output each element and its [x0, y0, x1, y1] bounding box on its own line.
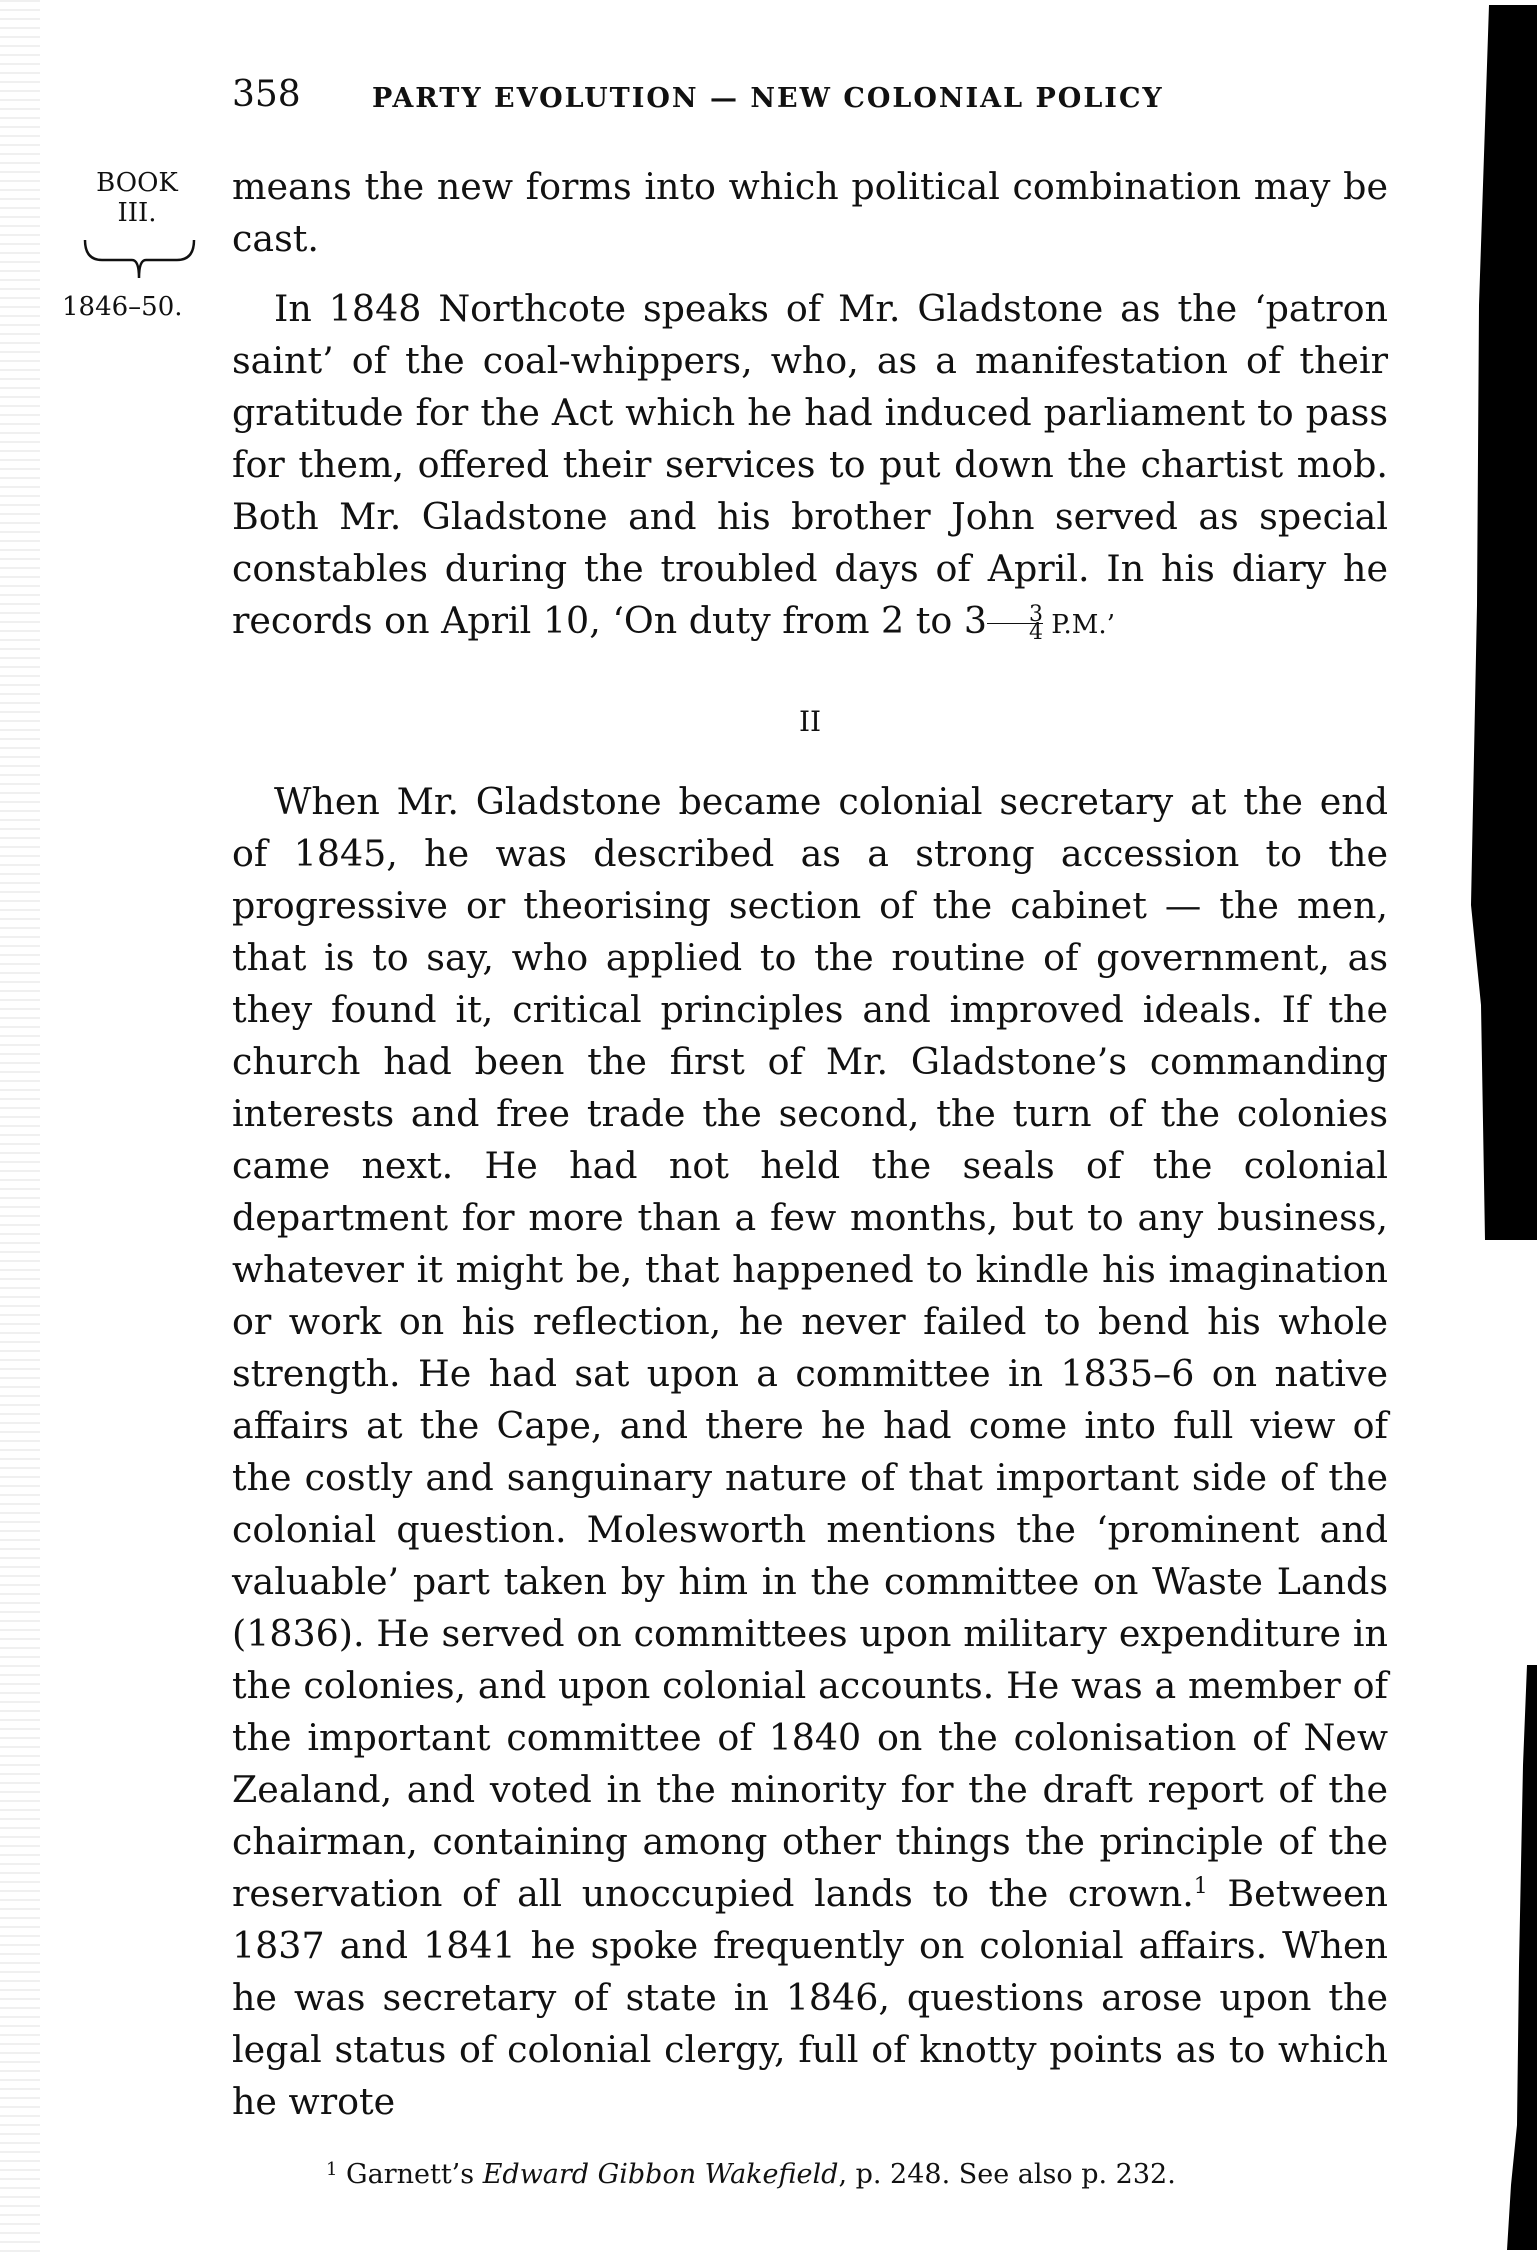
margin-note-book — [62, 168, 212, 228]
page-edge-shadow-top — [1467, 5, 1537, 1240]
fraction-numerator: 3 — [1029, 602, 1044, 627]
book-number: III. — [117, 198, 157, 228]
running-header — [232, 74, 1392, 114]
paragraph-text-end: P.M.’ — [1043, 610, 1115, 640]
running-title: PARTY EVOLUTION — NEW COLONIAL POLICY — [372, 83, 1164, 114]
paragraph-continued: means the new forms into which political combination may be cast. — [232, 165, 1388, 260]
scan-margin-speckle — [0, 0, 40, 2254]
margin-note-dates: 1846–50. — [62, 292, 183, 322]
paragraph-text-end: Between 1837 and 1841 he spoke frequently on colonial affairs. When he was secretary of state in 1846, questions arose upon the legal status of colonial clergy, full of knotty points as to which he wrote — [232, 1872, 1388, 2123]
footnote — [326, 2159, 1176, 2190]
paragraph-text: In 1848 Northcote speaks of Mr. Gladstone as the ‘patron saint’ of the coal-whippers, who, as a manifestation of their gratitude for the Act which he had induced parliament to pass for them, offered their services to put down the chartist mob. Both Mr. Gladstone and his brother John served as special constables during the troubled days of April. In his diary he records on April 10, ‘On duty from 2 to 3 — [232, 287, 1388, 642]
brace-icon — [82, 238, 197, 283]
footnote-text: Garnett’s — [337, 2159, 483, 2190]
section-number: II — [798, 705, 822, 738]
footnote-mark: 1 — [326, 2159, 338, 2180]
paragraph-text: When Mr. Gladstone became colonial secretary at the end of 1845, he was described as a strong accession to the progressive or theorising section of the cabinet — the men, that is to say, who applied to the routine of government, as they found it, critical principles and improved ideals. If the church had been the first of Mr. Gladstone’s commanding interests and free trade the second, the turn of the colonies came next. He had not held the seals of the colonial department for more than a few months, but to any business, whatever it might be, that happened to kindle his imagination or work on his reflection, he never failed to bend his whole strength. He had sat upon a committee in 1835–6 on native affairs at the Cape, and there he had come into full view of the costly and sanguinary nature of that important side of the colonial question. Molesworth mentions the ‘prominent and valuable’ part taken by him in the committee on Waste Lands (1836). He served on committees upon military expenditure in the colonies, and upon colonial accounts. He was a member of the important committee of 1840 on the colonisation of New Zealand, and voted in the minority for the draft report of the chairman, containing among other things the principle of the reservation of all unoccupied lands to the crown. — [232, 780, 1388, 1915]
footnote-reference[interactable]: 1 — [1193, 1873, 1208, 1899]
paragraph-colonial-secretary — [232, 776, 1388, 2128]
footnote-text-end: , p. 248. See also p. 232. — [838, 2159, 1176, 2190]
footnote-title: Edward Gibbon Wakefield — [482, 2159, 839, 2190]
fraction-denominator: 4 — [987, 623, 1043, 641]
paragraph-northcote — [232, 283, 1388, 651]
book-label: BOOK — [96, 168, 178, 198]
page-number: 358 — [232, 74, 301, 115]
fraction — [987, 602, 1044, 645]
page-edge-shadow-bottom — [1487, 1665, 1537, 2250]
